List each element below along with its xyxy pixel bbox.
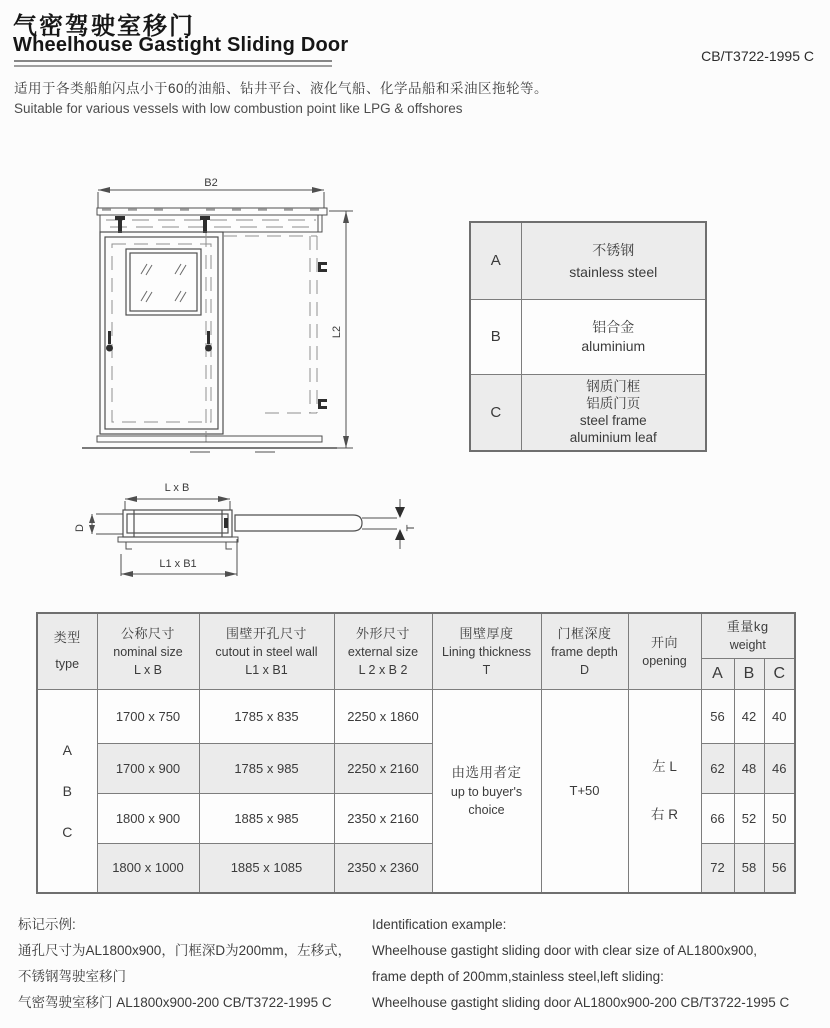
weight-c: 40 [764,689,795,743]
standard-code: CB/T3722-1995 C [701,48,814,64]
gastight-clamps [318,262,327,409]
footer-line: Identification example: [372,917,507,932]
footer-line: 通孔尺寸为AL1800x900，门框深D为200mm，左移式， [18,943,352,958]
table-row [470,222,706,299]
identification-example-zh [18,912,368,1016]
material-desc: 铝合金 aluminium [521,299,706,374]
external-size: 2250 x 2160 [334,743,432,793]
table-row [37,689,795,743]
weight-c: 56 [764,843,795,893]
wall-stub-left [96,514,123,534]
nominal-size: 1800 x 900 [97,793,199,843]
doorway-hidden-lines [223,236,317,413]
col-header-external-size: 外形尺寸 external size L 2 x B 2 [334,613,432,689]
col-header-cutout: 围壁开孔尺寸 cutout in steel wall L1 x B1 [199,613,334,689]
weight-a: 62 [701,743,734,793]
footer-line: 气密驾驶室移门 AL1800x900-200 CB/T3722-1995 C [18,995,332,1010]
table-row [470,374,706,451]
footer-line: 不锈钢驾驶室移门 [18,969,126,984]
weight-a: 66 [701,793,734,843]
material-type: B [470,299,521,374]
weight-b: 52 [734,793,764,843]
material-desc: 钢质门框 铝质门页 steel frame aluminium leaf [521,374,706,451]
col-header-weight-a: A [701,658,734,689]
material-desc: 不锈钢 stainless steel [521,222,706,299]
col-header-weight: 重量kg weight [701,613,795,658]
weight-b: 48 [734,743,764,793]
bottom-track [118,537,238,549]
footer-line: Wheelhouse gastight sliding door with clear size of AL1800x900, [372,943,757,958]
dim-label-lxb: L x B [164,482,190,494]
col-header-nominal-size: 公称尺寸 nominal size L x B [97,613,199,689]
b2-dimension [98,190,324,210]
footer-line: 标记示例: [18,917,76,932]
cutout-size: 1885 x 985 [199,793,334,843]
col-header-weight-b: B [734,658,764,689]
col-header-lining-thickness: 围壁厚度 Lining thickness T [432,613,541,689]
material-table [469,221,707,452]
type-labels-cell: A B C [37,689,97,893]
dim-label-l1xb1: L1 x B1 [159,558,197,570]
dim-label-t: T [405,524,417,532]
description-zh: 适用于各类船舶闪点小于60的油船、钻井平台、液化气船、化学品船和采油区拖轮等。 [14,81,549,96]
col-header-weight-c: C [764,658,795,689]
frame-bolt [224,518,228,528]
col-header-frame-depth: 门框深度 frame depth D [541,613,628,689]
material-type: C [470,374,521,451]
plan-view-drawing [60,470,460,610]
frame-section [123,510,232,537]
weight-b: 58 [734,843,764,893]
dim-label-b2: B2 [204,177,218,189]
external-size: 2350 x 2360 [334,843,432,893]
footer-line: frame depth of 200mm,stainless steel,left sliding: [372,969,664,984]
col-header-type: 类型 type [37,613,97,689]
spec-table [36,612,796,894]
col-header-opening: 开向 opening [628,613,701,689]
weight-a: 72 [701,843,734,893]
page-title-zh: 气密驾驶室移门 [13,13,195,40]
door-window [126,249,201,315]
dim-label-l2: L2 [331,325,343,339]
table-row [470,299,706,374]
frame-depth-cell: T+50 [541,689,628,893]
weight-c: 46 [764,743,795,793]
cutout-size: 1885 x 1085 [199,843,334,893]
material-type: A [470,222,521,299]
footer-line: Wheelhouse gastight sliding door AL1800x900-200 CB/T3722-1995 C [372,995,790,1010]
weight-c: 50 [764,793,795,843]
nominal-size: 1700 x 900 [97,743,199,793]
cutout-size: 1785 x 985 [199,743,334,793]
external-size: 2250 x 1860 [334,689,432,743]
nominal-size: 1800 x 1000 [97,843,199,893]
page-title-en: Wheelhouse Gastight Sliding Door [13,34,349,56]
nominal-size: 1700 x 750 [97,689,199,743]
front-view-drawing [60,170,460,470]
external-size: 2350 x 2160 [334,793,432,843]
cutout-size: 1785 x 835 [199,689,334,743]
dim-label-d: D [74,524,86,532]
weight-b: 42 [734,689,764,743]
title-underline [14,60,332,67]
bottom-sill [82,436,337,452]
leaf-plan [235,515,362,531]
lining-thickness-cell: 由选用者定 up to buyer's choice [432,689,541,893]
description-en: Suitable for various vessels with low combustion point like LPG & offshores [14,101,463,116]
weight-a: 56 [701,689,734,743]
identification-example-en [372,912,822,1016]
door-handles [106,331,212,352]
bulkhead-lines [362,499,400,549]
opening-cell: 左 L 右 R [628,689,701,893]
